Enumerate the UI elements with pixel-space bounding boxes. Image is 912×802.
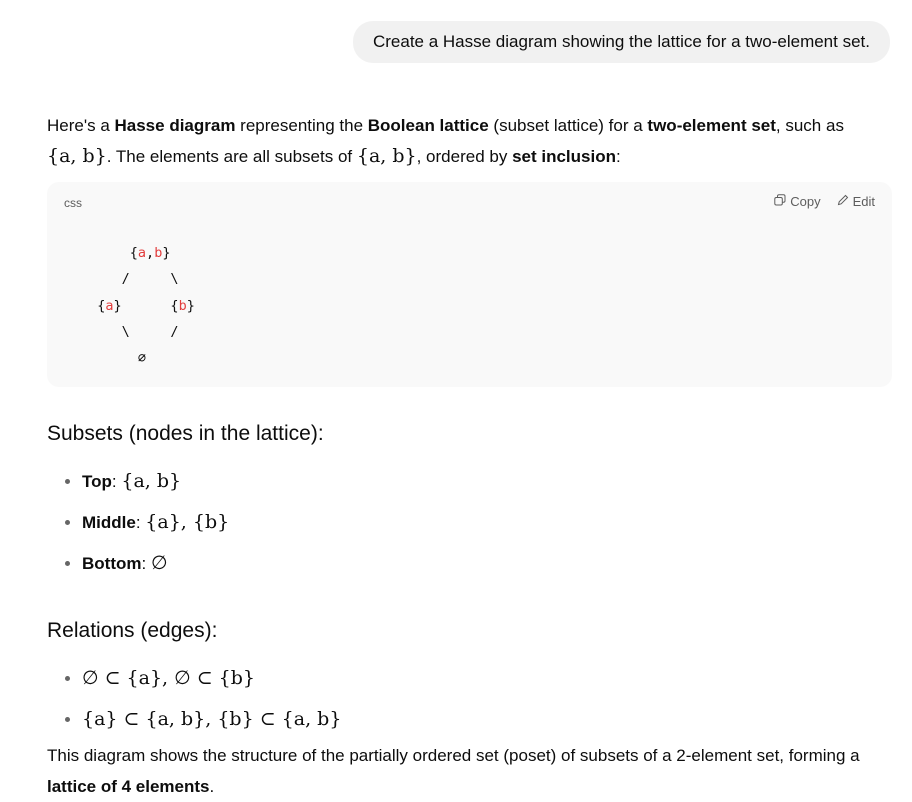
copy-button[interactable] [774,194,820,209]
subsets-list [47,461,892,584]
intro-paragraph [47,110,892,172]
subsets-heading: Subsets (nodes in the lattice): [47,422,324,445]
code-line: / \ [81,271,179,288]
pencil-icon [837,194,849,209]
intro-bold-hasse: Hasse diagram [114,116,236,135]
copy-label: Copy [790,194,821,209]
relations-heading: Relations (edges): [47,619,218,642]
list-item: • Middle: {a}, {b} [82,502,892,543]
user-message-bubble: Create a Hasse diagram showing the lattice for a two-element set. [353,21,890,63]
intro-math-set-2: {a, b} [356,145,417,167]
code-line: {a,b} [81,245,171,261]
code-line: ∅ [81,350,147,367]
intro-text-2: representing the [235,116,368,135]
list-item: • Bottom: ∅ [82,543,892,584]
code-block [47,182,892,387]
list-item: • {a} ⊂ {a, b}, {b} ⊂ {a, b} [82,699,892,740]
intro-bold-inclusion: set inclusion [512,147,616,166]
intro-bold-boolean: Boolean lattice [367,116,489,135]
intro-text-6: , ordered by [416,147,513,166]
edit-button[interactable] [837,194,875,209]
intro-text-3: (subset lattice) for a [488,116,648,135]
list-item: • Top: {a, b} [82,461,892,502]
copy-icon [774,194,786,209]
code-line: {a} {b} [81,297,195,314]
code-language-label: css [64,196,82,210]
relations-list [47,658,892,740]
code-actions [774,194,875,209]
list-item: • ∅ ⊂ {a}, ∅ ⊂ {b} [82,658,892,699]
intro-bold-two-element: two-element set [647,116,776,135]
code-content [81,240,195,371]
code-line: \ / [81,323,179,340]
footer-paragraph: This diagram shows the structure of the partially ordered set (poset) of subsets of a 2-element set, forming a lattice of 4 elements. [47,746,860,796]
edit-label: Edit [852,194,875,209]
intro-text-7: : [615,147,621,166]
assistant-response [47,110,892,802]
intro-text-1: Here's a [47,116,115,135]
intro-math-set-1: {a, b} [47,145,107,167]
intro-text-5: . The elements are all subsets of [106,147,357,166]
intro-text-4: , such as [775,116,844,135]
